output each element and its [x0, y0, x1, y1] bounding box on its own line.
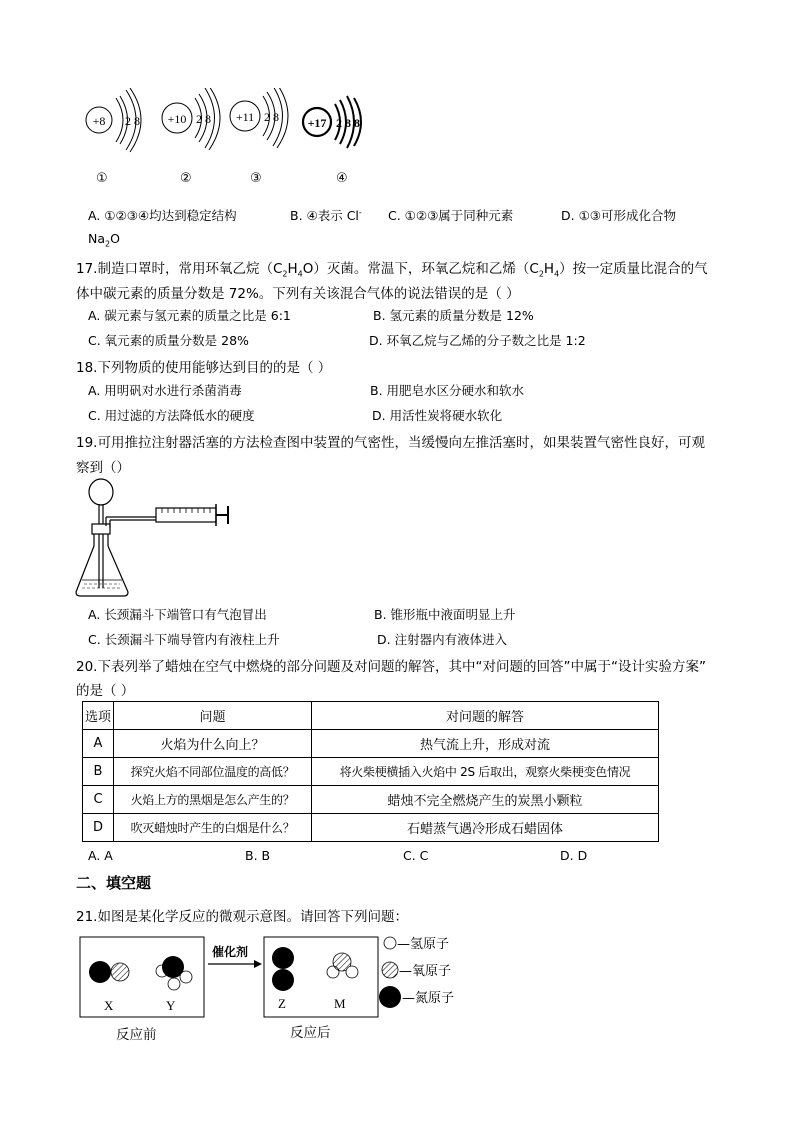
atom-diagram-3	[230, 88, 288, 148]
q18-option-b[interactable]: B. 用肥皂水区分硬水和软水	[370, 383, 525, 398]
table-cell: A	[83, 730, 114, 758]
table-cell: D	[83, 814, 114, 842]
q20-option-c[interactable]: C. C	[403, 848, 429, 863]
table-cell: 将火柴梗横插入火焰中 2S 后取出，观察火柴梗变色情况	[312, 758, 659, 786]
stopper	[92, 524, 110, 534]
table-cell: 探究火焰不同部位温度的高低？	[114, 758, 312, 786]
table-cell: 吹灭蜡烛时产生的白烟是什么？	[114, 814, 312, 842]
table-cell: 石蜡蒸气遇冷形成石蜡固体	[312, 814, 659, 842]
atom-2-shells: 2 8	[196, 112, 211, 126]
atom-diagram-4	[303, 96, 361, 148]
na-text: Na	[88, 231, 106, 246]
table-header-row	[83, 702, 659, 730]
label-z: Z	[278, 996, 286, 1011]
table-cell: 火焰为什么向上？	[114, 730, 312, 758]
na-sub: 2	[105, 239, 111, 249]
q18-option-a[interactable]: A. 用明矾对水进行杀菌消毒	[88, 383, 242, 398]
q20-stem-line2: 的是（ ）	[76, 683, 135, 699]
table-header-cell: 对问题的解答	[312, 702, 659, 730]
q16-option-c[interactable]: C. ①②③属于同种元素	[388, 208, 514, 223]
q17-stem-line2: 体中碳元素的质量分数是 72%。下列有关该混合气体的说法错误的是（ ）	[76, 286, 520, 302]
syringe	[156, 504, 228, 526]
legend-nitrogen-icon	[379, 986, 401, 1008]
q19-option-b[interactable]: B. 锥形瓶中液面明显上升	[374, 607, 516, 622]
table-cell: 蜡烛不完全燃烧产生的炭黑小颗粒	[312, 786, 659, 814]
table-cell: C	[83, 786, 114, 814]
q20-option-a[interactable]: A. A	[88, 848, 113, 863]
conical-flask	[76, 534, 128, 596]
table-header-cell: 选项	[83, 702, 114, 730]
q17-option-b[interactable]: B. 氢元素的质量分数是 12%	[373, 308, 534, 323]
q20-stem-line1: 20.下表列举了蜡烛在空气中燃烧的部分问题及对问题的解答，其中“对问题的回答”中属于“设计实验方案”	[76, 659, 706, 675]
q16-option-d[interactable]: D. ①③可形成化合物	[561, 208, 676, 223]
catalyst-label: 催化剂	[212, 945, 249, 959]
q16-option-b-text: B. ④表示 Cl	[290, 208, 359, 223]
connecting-tube	[106, 517, 156, 528]
q18-option-c[interactable]: C. 用过滤的方法降低水的硬度	[88, 408, 255, 423]
table-row	[83, 730, 659, 758]
q19-option-c[interactable]: C. 长颈漏斗下端导管内有液柱上升	[88, 632, 280, 647]
atom-label-1: ①	[96, 171, 108, 186]
q17-option-a[interactable]: A. 碳元素与氢元素的质量之比是 6:1	[88, 308, 291, 323]
q17-option-c[interactable]: C. 氧元素的质量分数是 28%	[88, 333, 249, 348]
q16-option-b-sup: -	[358, 207, 362, 217]
table-row	[83, 758, 659, 786]
atom-diagram-1	[86, 88, 141, 152]
reaction-arrow	[208, 960, 262, 968]
label-m: M	[334, 996, 346, 1011]
atom-3-shells: 2 8	[264, 110, 279, 124]
atom-label-3: ③	[250, 171, 262, 186]
q20-option-b[interactable]: B. B	[245, 848, 271, 863]
legend-hydrogen-label: —氢原子	[397, 937, 450, 952]
legend-hydrogen-icon	[384, 937, 396, 949]
atom-label-2: ②	[180, 171, 192, 186]
molecule-m	[327, 953, 358, 978]
q19-option-a[interactable]: A. 长颈漏斗下端管口有气泡冒出	[88, 607, 267, 622]
label-before-reaction: 反应前	[116, 1027, 157, 1043]
table-row	[83, 814, 659, 842]
atom-4-nucleus: +17	[307, 116, 327, 130]
q20-option-d[interactable]: D. D	[560, 848, 588, 863]
molecule-z	[272, 947, 294, 991]
q17-stem-line1: 17.制造口罩时，常用环氧乙烷$(C_2H_4O)$灭菌。常温下，环氧乙烷和乙烯$(C_2H_4)$按一定质量比混合的气	[76, 261, 708, 279]
atom-3-nucleus: +11	[235, 110, 255, 124]
atom-structure-diagrams	[80, 88, 390, 158]
atom-2-nucleus: +10	[167, 112, 187, 126]
atom-1-nucleus: +8	[92, 114, 106, 128]
q19-stem-line1: 19.可用推拉注射器活塞的方法检查图中装置的气密性，当缓慢向左推活塞时，如果装置气密性良好，可观	[76, 435, 705, 451]
atom-diagram-2	[162, 88, 220, 150]
atom-label-4: ④	[336, 171, 348, 186]
table-header-cell: 问题	[114, 702, 312, 730]
table-cell: 火焰上方的黑烟是怎么产生的？	[114, 786, 312, 814]
table-cell: 热气流上升，形成对流	[312, 730, 659, 758]
label-y: Y	[166, 998, 176, 1013]
section-heading: 二、填空题	[76, 874, 152, 892]
molecule-y	[156, 956, 192, 990]
table-row	[83, 786, 659, 814]
molecule-x	[89, 961, 129, 983]
q17-option-d[interactable]: D. 环氧乙烷与乙烯的分子数之比是 1:2	[369, 333, 586, 348]
legend-oxygen-icon	[382, 962, 398, 978]
apparatus-diagram	[72, 476, 242, 601]
q16-option-d-continued	[88, 231, 120, 249]
table-cell: B	[83, 758, 114, 786]
label-x: X	[104, 998, 114, 1013]
q16-option-a[interactable]: A. ①②③④均达到稳定结构	[88, 208, 237, 223]
atom-1-shells: 2 8	[125, 114, 140, 128]
q20-table	[82, 701, 659, 842]
atom-4-shells: 2 8 8	[336, 116, 360, 130]
q21-stem: 21.如图是某化学反应的微观示意图。请回答下列问题：	[76, 909, 408, 925]
legend-oxygen-label: —氧原子	[399, 964, 452, 979]
q19-option-d[interactable]: D. 注射器内有液体进入	[377, 632, 508, 647]
q18-stem: 18.下列物质的使用能够达到目的的是（ ）	[76, 360, 332, 376]
legend-nitrogen-label: —氮原子	[402, 991, 455, 1006]
o-text: O	[110, 231, 120, 246]
q18-option-d[interactable]: D. 用活性炭将硬水软化	[372, 408, 503, 423]
q19-stem-line2: 察到（）	[76, 460, 130, 476]
q16-option-b[interactable]	[290, 206, 362, 224]
label-after-reaction: 反应后	[290, 1025, 331, 1041]
